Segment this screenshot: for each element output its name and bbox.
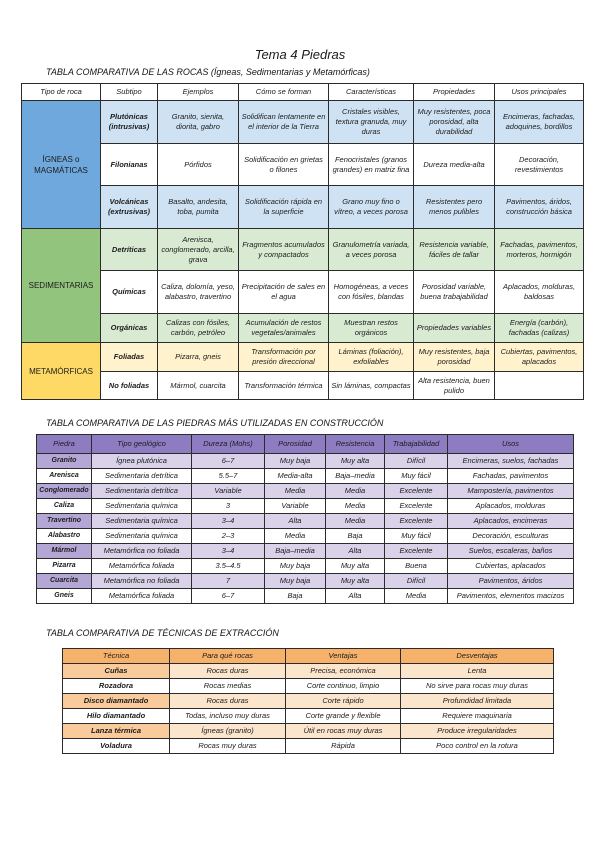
rocks-comparison-table (21, 83, 584, 400)
technique-name: Rozadora (63, 679, 170, 694)
hardness-value: 5.5–7 (192, 469, 265, 484)
column-header-rock-type: Tipo de roca (22, 84, 101, 101)
formation-cell: Solidificación en grietas o filones (239, 144, 329, 186)
characteristics-cell: Fenocristales (granos grandes) en matriz fina (329, 144, 414, 186)
extraction-row (63, 709, 554, 724)
porosity-value: Muy baja (265, 454, 326, 469)
uses-value: Decoración, esculturas (448, 529, 574, 544)
workability-value: Excelente (385, 484, 448, 499)
properties-cell: Alta resistencia, buen pulido (414, 372, 495, 400)
examples-cell: Calizas con fósiles, carbón, petróleo (158, 314, 239, 343)
suitable-rocks: Ígneas (granito) (170, 724, 286, 739)
column-header-porosity: Porosidad (265, 435, 326, 454)
column-header-geologic-type: Tipo geológico (92, 435, 192, 454)
examples-cell: Caliza, dolomía, yeso, alabastro, travertino (158, 271, 239, 314)
formation-cell: Precipitación de sales en el agua (239, 271, 329, 314)
geologic-type: Metamórfica foliada (92, 559, 192, 574)
strength-value: Alta (326, 544, 385, 559)
properties-cell: Muy resistentes, poca porosidad, alta durabilidad (414, 101, 495, 144)
stone-name: Gneis (37, 589, 92, 604)
characteristics-cell: Sin láminas, compactas (329, 372, 414, 400)
column-header-strength: Resistencia (326, 435, 385, 454)
formation-cell: Fragmentos acumulados y compactados (239, 229, 329, 271)
stone-row (37, 529, 574, 544)
geologic-type: Sedimentaria química (92, 499, 192, 514)
advantages: Útil en rocas muy duras (286, 724, 401, 739)
uses-value: Fachadas, pavimentos (448, 469, 574, 484)
column-header-formation: Cómo se forman (239, 84, 329, 101)
stones-comparison-table (36, 434, 574, 604)
extraction-techniques-table (62, 648, 554, 754)
column-header-examples: Ejemplos (158, 84, 239, 101)
workability-value: Excelente (385, 499, 448, 514)
workability-value: Buena (385, 559, 448, 574)
geologic-type: Metamórfica no foliada (92, 544, 192, 559)
examples-cell: Basalto, andesita, toba, pumita (158, 186, 239, 229)
hardness-value: 3 (192, 499, 265, 514)
stone-row (37, 589, 574, 604)
subtype-cell: Orgánicas (101, 314, 158, 343)
strength-value: Muy alta (326, 559, 385, 574)
uses-value: Aplacados, molduras (448, 499, 574, 514)
subtype-cell: Filonianas (101, 144, 158, 186)
workability-value: Media (385, 589, 448, 604)
technique-name: Voladura (63, 739, 170, 754)
table-row (22, 343, 584, 372)
subtype-cell: No foliadas (101, 372, 158, 400)
properties-cell: Propiedades variables (414, 314, 495, 343)
geologic-type: Sedimentaria química (92, 514, 192, 529)
advantages: Corte grande y flexible (286, 709, 401, 724)
stones-table-heading: TABLA COMPARATIVA DE LAS PIEDRAS MÁS UTILIZADAS EN CONSTRUCCIÓN (46, 418, 384, 428)
stone-row (37, 499, 574, 514)
strength-value: Alta (326, 589, 385, 604)
hardness-value: 6–7 (192, 589, 265, 604)
disadvantages: No sirve para rocas muy duras (401, 679, 554, 694)
uses-cell: Fachadas, pavimentos, morteros, hormigón (495, 229, 584, 271)
stone-name: Pizarra (37, 559, 92, 574)
hardness-value: 3–4 (192, 514, 265, 529)
column-header-advantages: Ventajas (286, 649, 401, 664)
properties-cell: Muy resistentes, baja porosidad (414, 343, 495, 372)
column-header-disadvantages: Desventajas (401, 649, 554, 664)
strength-value: Muy alta (326, 574, 385, 589)
porosity-value: Alta (265, 514, 326, 529)
porosity-value: Media-alta (265, 469, 326, 484)
column-header-uses: Usos (448, 435, 574, 454)
porosity-value: Baja (265, 589, 326, 604)
stone-row (37, 574, 574, 589)
uses-value: Pavimentos, elementos macizos (448, 589, 574, 604)
suitable-rocks: Rocas duras (170, 694, 286, 709)
workability-value: Excelente (385, 514, 448, 529)
advantages: Rápida (286, 739, 401, 754)
stone-row (37, 544, 574, 559)
workability-value: Difícil (385, 574, 448, 589)
subtype-cell: Químicas (101, 271, 158, 314)
suitable-rocks: Todas, incluso muy duras (170, 709, 286, 724)
table-row (22, 229, 584, 271)
uses-value: Aplacados, encimeras (448, 514, 574, 529)
stone-name: Alabastro (37, 529, 92, 544)
rock-group-metamorphic: METAMÓRFICAS (22, 343, 101, 400)
column-header-workability: Trabajabilidad (385, 435, 448, 454)
characteristics-cell: Láminas (foliación), exfoliables (329, 343, 414, 372)
column-header-rocks: Para qué rocas (170, 649, 286, 664)
advantages: Corte rápido (286, 694, 401, 709)
extraction-row (63, 739, 554, 754)
formation-cell: Transformación térmica (239, 372, 329, 400)
disadvantages: Lenta (401, 664, 554, 679)
advantages: Precisa, económica (286, 664, 401, 679)
rock-group-igneous: ÍGNEAS o MAGMÁTICAS (22, 101, 101, 229)
hardness-value: 7 (192, 574, 265, 589)
strength-value: Media (326, 514, 385, 529)
examples-cell: Mármol, cuarcita (158, 372, 239, 400)
uses-cell: Energía (carbón), fachadas (calizas) (495, 314, 584, 343)
stone-name: Arenisca (37, 469, 92, 484)
table-header-row (22, 84, 584, 101)
table-header-row (63, 649, 554, 664)
properties-cell: Porosidad variable, buena trabajabilidad (414, 271, 495, 314)
porosity-value: Media (265, 529, 326, 544)
stone-row (37, 454, 574, 469)
table-row (22, 372, 584, 400)
strength-value: Baja–media (326, 469, 385, 484)
stone-name: Conglomerado (37, 484, 92, 499)
uses-value: Pavimentos, áridos (448, 574, 574, 589)
extraction-row (63, 664, 554, 679)
uses-value: Encimeras, suelos, fachadas (448, 454, 574, 469)
characteristics-cell: Muestran restos orgánicos (329, 314, 414, 343)
extraction-row (63, 694, 554, 709)
disadvantages: Profundidad limitada (401, 694, 554, 709)
disadvantages: Produce irregularidades (401, 724, 554, 739)
suitable-rocks: Rocas duras (170, 664, 286, 679)
geologic-type: Metamórfica no foliada (92, 574, 192, 589)
uses-value: Mampostería, pavimentos (448, 484, 574, 499)
stone-name: Granito (37, 454, 92, 469)
workability-value: Muy fácil (385, 469, 448, 484)
formation-cell: Acumulación de restos vegetales/animales (239, 314, 329, 343)
subtype-cell: Plutónicas (intrusivas) (101, 101, 158, 144)
geologic-type: Sedimentaria química (92, 529, 192, 544)
uses-cell: Cubiertas, pavimentos, aplacados (495, 343, 584, 372)
column-header-stone: Piedra (37, 435, 92, 454)
strength-value: Baja (326, 529, 385, 544)
table-header-row (37, 435, 574, 454)
rocks-table-heading: TABLA COMPARATIVA DE LAS ROCAS (Ígneas, Sedimentarias y Metamórficas) (46, 67, 370, 77)
stone-name: Cuarcita (37, 574, 92, 589)
column-header-uses: Usos principales (495, 84, 584, 101)
uses-value: Suelos, escaleras, baños (448, 544, 574, 559)
geologic-type: Sedimentaria detrítica (92, 469, 192, 484)
workability-value: Difícil (385, 454, 448, 469)
uses-cell: Aplacados, molduras, baldosas (495, 271, 584, 314)
porosity-value: Muy baja (265, 559, 326, 574)
technique-name: Lanza térmica (63, 724, 170, 739)
table-row (22, 314, 584, 343)
uses-cell: Decoración, revestimientos (495, 144, 584, 186)
workability-value: Excelente (385, 544, 448, 559)
subtype-cell: Volcánicas (extrusivas) (101, 186, 158, 229)
uses-cell-empty (495, 372, 584, 400)
geologic-type: Sedimentaria detrítica (92, 484, 192, 499)
extraction-table-heading: TABLA COMPARATIVA DE TÉCNICAS DE EXTRACCIÓN (46, 628, 279, 638)
formation-cell: Solidificación rápida en la superficie (239, 186, 329, 229)
properties-cell: Resistentes pero menos pulibles (414, 186, 495, 229)
characteristics-cell: Granulometría variada, a veces porosa (329, 229, 414, 271)
formation-cell: Solidifican lentamente en el interior de la Tierra (239, 101, 329, 144)
extraction-row (63, 724, 554, 739)
hardness-value: 6–7 (192, 454, 265, 469)
column-header-hardness: Dureza (Mohs) (192, 435, 265, 454)
geologic-type: Ígnea plutónica (92, 454, 192, 469)
hardness-value: 3–4 (192, 544, 265, 559)
characteristics-cell: Homogéneas, a veces con fósiles, blandas (329, 271, 414, 314)
table-row (22, 271, 584, 314)
properties-cell: Dureza media-alta (414, 144, 495, 186)
workability-value: Muy fácil (385, 529, 448, 544)
page-title: Tema 4 Piedras (254, 47, 346, 62)
technique-name: Cuñas (63, 664, 170, 679)
porosity-value: Muy baja (265, 574, 326, 589)
technique-name: Hilo diamantado (63, 709, 170, 724)
hardness-value: 2–3 (192, 529, 265, 544)
column-header-technique: Técnica (63, 649, 170, 664)
stone-name: Caliza (37, 499, 92, 514)
examples-cell: Arenisca, conglomerado, arcilla, grava (158, 229, 239, 271)
uses-cell: Encimeras, fachadas, adoquines, bordillos (495, 101, 584, 144)
subtype-cell: Detríticas (101, 229, 158, 271)
properties-cell: Resistencia variable, fáciles de tallar (414, 229, 495, 271)
technique-name: Disco diamantado (63, 694, 170, 709)
porosity-value: Media (265, 484, 326, 499)
table-row (22, 186, 584, 229)
uses-cell: Pavimentos, áridos, construcción básica (495, 186, 584, 229)
column-header-characteristics: Características (329, 84, 414, 101)
column-header-subtype: Subtipo (101, 84, 158, 101)
strength-value: Media (326, 484, 385, 499)
table-row (22, 144, 584, 186)
examples-cell: Granito, sienita, diorita, gabro (158, 101, 239, 144)
suitable-rocks: Rocas medias (170, 679, 286, 694)
hardness-value: Variable (192, 484, 265, 499)
characteristics-cell: Grano muy fino o vítreo, a veces porosa (329, 186, 414, 229)
column-header-properties: Propiedades (414, 84, 495, 101)
stone-name: Travertino (37, 514, 92, 529)
examples-cell: Pórfidos (158, 144, 239, 186)
stone-row (37, 484, 574, 499)
rock-group-sedimentary: SEDIMENTARIAS (22, 229, 101, 343)
strength-value: Muy alta (326, 454, 385, 469)
table-row (22, 101, 584, 144)
porosity-value: Variable (265, 499, 326, 514)
examples-cell: Pizarra, gneis (158, 343, 239, 372)
extraction-row (63, 679, 554, 694)
uses-value: Cubiertas, aplacados (448, 559, 574, 574)
advantages: Corte continuo, limpio (286, 679, 401, 694)
hardness-value: 3.5–4.5 (192, 559, 265, 574)
geologic-type: Metamórfica foliada (92, 589, 192, 604)
formation-cell: Transformación por presión direccional (239, 343, 329, 372)
disadvantages: Poco control en la rotura (401, 739, 554, 754)
stone-row (37, 469, 574, 484)
stone-name: Mármol (37, 544, 92, 559)
porosity-value: Baja–media (265, 544, 326, 559)
characteristics-cell: Cristales visibles, textura granuda, muy duras (329, 101, 414, 144)
stone-row (37, 514, 574, 529)
disadvantages: Requiere maquinaria (401, 709, 554, 724)
subtype-cell: Foliadas (101, 343, 158, 372)
strength-value: Media (326, 499, 385, 514)
stone-row (37, 559, 574, 574)
suitable-rocks: Rocas muy duras (170, 739, 286, 754)
